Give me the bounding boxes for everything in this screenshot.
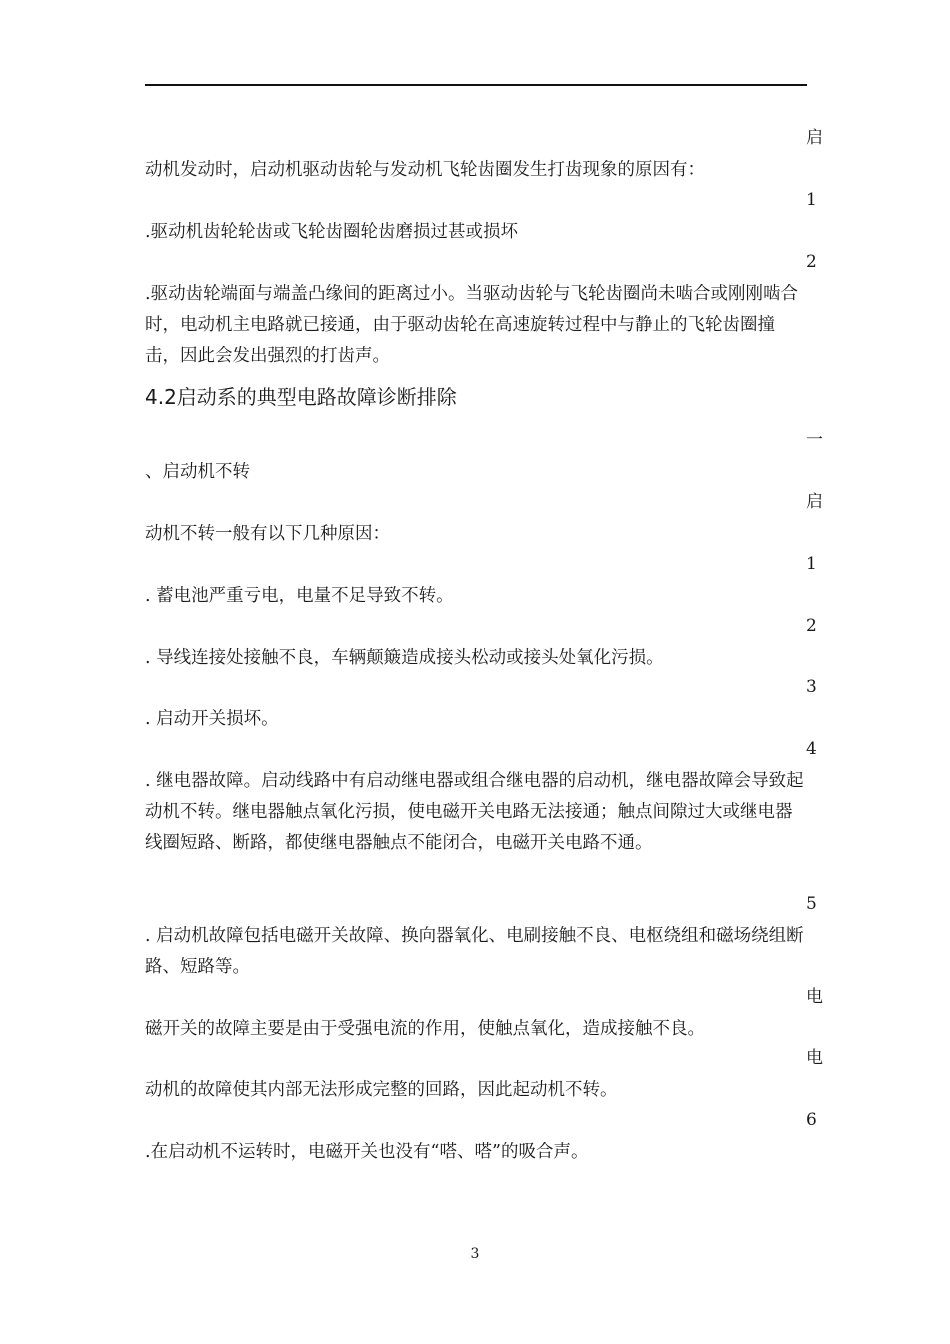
- body-paragraph: .驱动齿轮端面与端盖凸缘间的距离过小。当驱动齿轮与飞轮齿圈尚未啮合或刚刚啮合时，电动机主电路就已接通，由于驱动齿轮在高速旋转过程中与静止的飞轮齿圈撞击，因此会发出强烈的打齿声。: [145, 284, 799, 366]
- section-heading: 4.2启动系的典型电路故障诊断排除: [145, 385, 457, 409]
- margin-mark: 2: [806, 252, 817, 272]
- list-item: .在启动机不运转时，电磁开关也没有“嗒、嗒”的吸合声。: [145, 1142, 589, 1162]
- body-line: 动机的故障使其内部无法形成完整的回路，因此起动机不转。: [145, 1080, 618, 1100]
- body-line: 动机不转一般有以下几种原因：: [145, 524, 390, 544]
- margin-mark: 5: [806, 894, 817, 914]
- margin-mark: 启: [806, 128, 823, 148]
- margin-mark: 电: [806, 987, 823, 1007]
- body-line: .驱动机齿轮轮齿或飞轮齿圈轮齿磨损过甚或损坏: [145, 222, 519, 242]
- subsection-title: 、启动机不转: [145, 462, 250, 482]
- margin-mark: 1: [806, 190, 817, 210]
- list-item: . 导线连接处接触不良，车辆颠簸造成接头松动或接头处氧化污损。: [145, 648, 664, 668]
- body-line: 动机发动时，启动机驱动齿轮与发动机飞轮齿圈发生打齿现象的原因有：: [145, 160, 705, 180]
- margin-mark: 3: [806, 677, 817, 697]
- margin-mark: 1: [806, 554, 817, 574]
- margin-mark: 启: [806, 492, 823, 512]
- body-line: 磁开关的故障主要是由于受强电流的作用，使触点氧化，造成接触不良。: [145, 1019, 705, 1039]
- margin-mark: 电: [806, 1048, 823, 1068]
- margin-mark: 一: [806, 430, 823, 450]
- list-item: . 蓄电池严重亏电，电量不足导致不转。: [145, 586, 454, 606]
- margin-mark: 6: [806, 1110, 817, 1130]
- list-item: . 启动开关损坏。: [145, 709, 279, 729]
- list-item: . 启动机故障包括电磁开关故障、换向器氧化、电刷接触不良、电枢绕组和磁场绕组断路、短路等。: [145, 926, 804, 977]
- margin-mark: 4: [806, 739, 817, 759]
- page-number: 3: [470, 1246, 480, 1262]
- margin-mark: 2: [806, 616, 817, 636]
- header-rule: [145, 84, 807, 86]
- list-item: . 继电器故障。启动线路中有启动继电器或组合继电器的启动机，继电器故障会导致起动机不转。继电器触点氧化污损，使电磁开关电路无法接通；触点间隙过大或继电器线圈短路、断路，都使继电器触点不能闭合，电磁开关电路不通。: [145, 771, 804, 853]
